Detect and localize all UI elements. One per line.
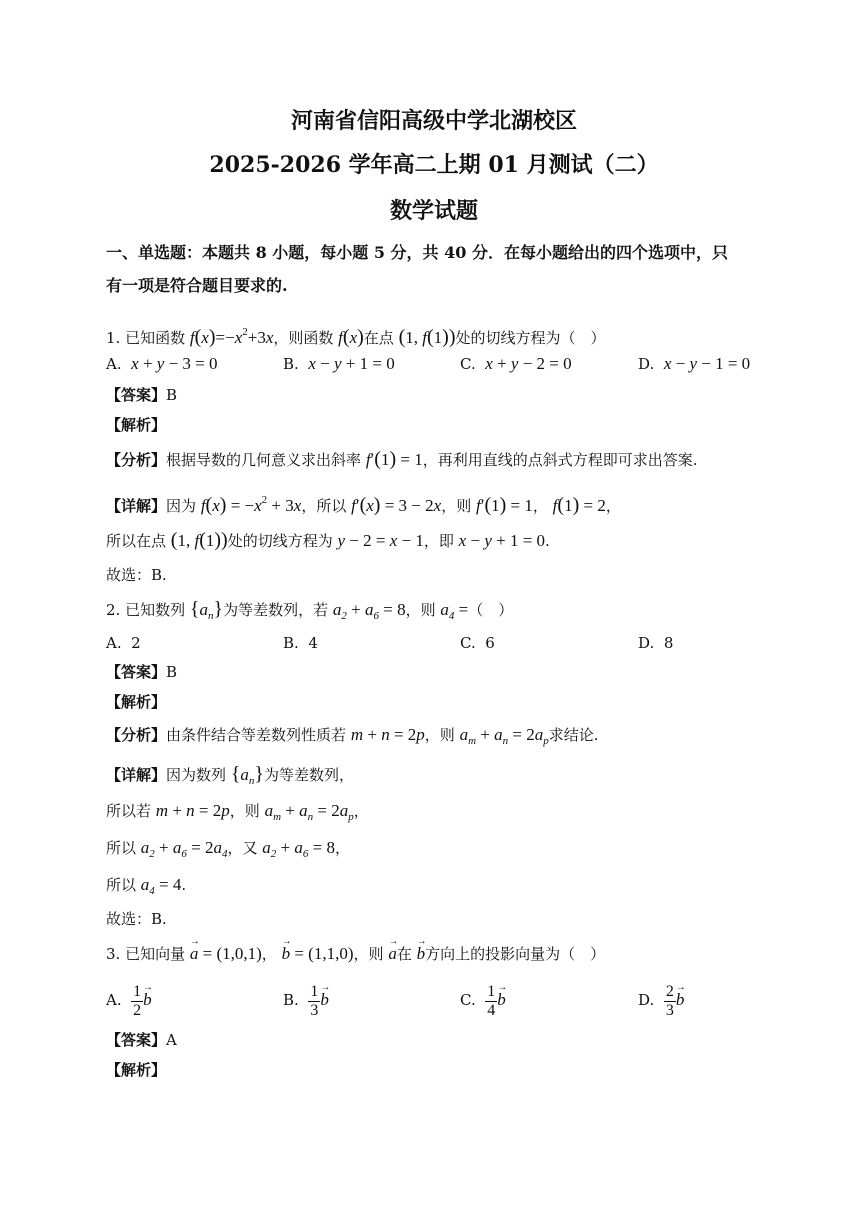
q1-option-d: D. x − y − 1 = 0 bbox=[638, 354, 751, 373]
q3-stem: 3. 已知向量 → a = (1,0,1)， → b = (1,1,0)，则 → a在 → b方向上的投影向量为（ ） bbox=[106, 944, 605, 964]
q1-answer: 【答案】B bbox=[106, 386, 178, 404]
q2-detail-line3: 所以 $a_4 = 4$. bbox=[106, 875, 187, 897]
q2-analysis-label: 【解析】 bbox=[106, 693, 167, 711]
q2-detail-line1: 所以若 m + n = 2p，则 $a_m + a_n = 2a_p$， bbox=[106, 801, 369, 823]
q2-conclusion: 故选：B. bbox=[106, 910, 167, 928]
q1-detail-line2: 所以在点 (1, f(1))处的切线方程为 y − 2 = x − 1，即 x − y + 1 = 0. bbox=[106, 529, 550, 551]
q1-option-b: B. x − y + 1 = 0 bbox=[283, 354, 395, 373]
q2-stem: 2. 已知数列 $\{a_n\}$为等差数列，若 $a_2 + a_6 = 8$，则 $a_4$ =（ ） bbox=[106, 598, 514, 622]
q3-analysis-label: 【解析】 bbox=[106, 1061, 167, 1079]
q1-detail: 【详解】因为 $f(x) = -x^2 + 3x$，所以 f′(x) = 3 − 2x，则 f′(1) = 1， f(1) = 2， bbox=[106, 494, 621, 516]
q2-fenxi: 【分析】由条件结合等差数列性质若 m + n = 2p，则 $a_m + a_n = 2a_p$求结论. bbox=[106, 725, 599, 747]
q1-option-a: A. x + y − 3 = 0 bbox=[106, 354, 218, 373]
q3-option-b: B. $\frac{1}{3}$ → b bbox=[283, 980, 329, 1020]
school-title: 河南省信阳高级中学北湖校区 bbox=[290, 108, 577, 134]
subject-title: 数学试题 bbox=[389, 198, 478, 224]
section-header-line1: 一、单选题：本题共 8 小题，每小题 5 分，共 40 分．在每小题给出的四个选项中，只 bbox=[106, 243, 728, 262]
section-header-line2: 有一项是符合题目要求的. bbox=[106, 276, 288, 295]
q1-option-c: C. x + y − 2 = 0 bbox=[460, 354, 572, 373]
q2-option-a: A. 2 bbox=[106, 634, 141, 652]
q3-option-a: A. $\frac{1}{2}$ → b bbox=[106, 980, 152, 1020]
q1-conclusion: 故选：B. bbox=[106, 566, 167, 584]
q2-detail: 【详解】因为数列 $\{a_n\}$为等差数列， bbox=[106, 763, 355, 787]
q3-answer: 【答案】A bbox=[106, 1031, 177, 1049]
q1-analysis-label: 【解析】 bbox=[106, 416, 167, 434]
q2-detail-line2: 所以 $a_2 + a_6 = 2a_4$，又 $a_2 + a_6 = 8$， bbox=[106, 838, 350, 860]
q2-answer: 【答案】B bbox=[106, 663, 178, 681]
exam-title: 2025-2026 学年高二上期 01 月测试（二） bbox=[209, 152, 659, 178]
q1-stem: 1. 已知函数 $f(x)=-x^2+3x$，则函数 f(x)在点 (1, f(1))处的切线方程为（ ） bbox=[106, 326, 606, 348]
q2-option-c: C. 6 bbox=[460, 634, 495, 652]
q2-option-b: B. 4 bbox=[283, 634, 318, 652]
q3-option-c: C. $\frac{1}{4}$ → b bbox=[460, 980, 506, 1020]
q3-option-d: D. $\frac{2}{3}$ → b bbox=[638, 980, 684, 1020]
q1-fenxi: 【分析】根据导数的几何意义求出斜率 f′(1) = 1，再利用直线的点斜式方程即可求出答案. bbox=[106, 448, 698, 470]
q2-option-d: D. 8 bbox=[638, 634, 674, 652]
